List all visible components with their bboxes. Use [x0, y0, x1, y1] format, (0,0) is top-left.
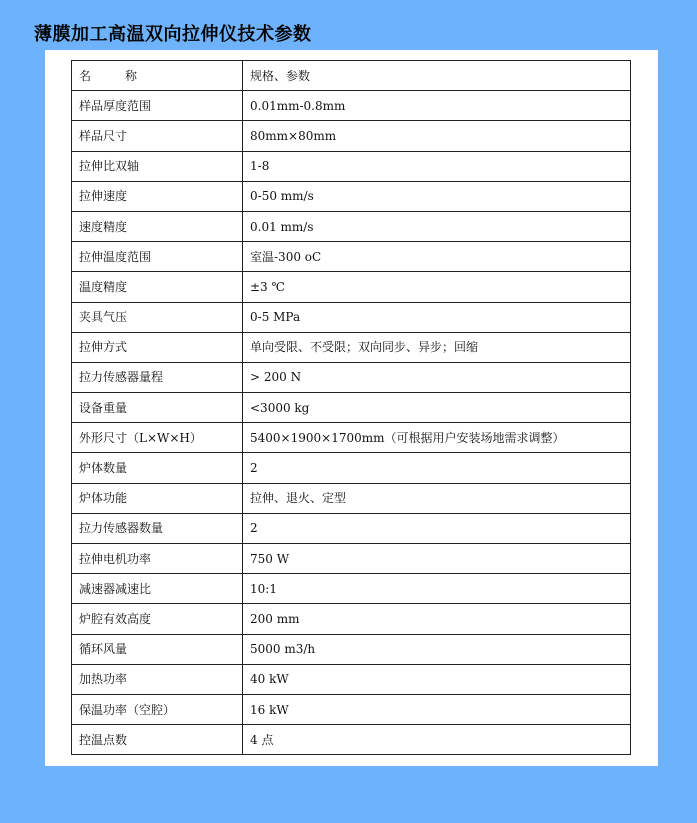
table-row	[72, 544, 631, 574]
param-name-cell: 炉体数量	[72, 453, 243, 483]
page-title: 薄膜加工高温双向拉伸仪技术参数	[34, 24, 312, 45]
table-row	[72, 272, 631, 302]
param-value-cell: > 200 N	[243, 362, 631, 392]
table-row	[72, 302, 631, 332]
param-name-cell: 速度精度	[72, 211, 243, 241]
param-name-cell: 拉伸温度范围	[72, 242, 243, 272]
param-value-cell: 0.01mm-0.8mm	[243, 91, 631, 121]
param-name-cell: 加热功率	[72, 664, 243, 694]
param-value-cell: 10:1	[243, 574, 631, 604]
header-name-cell	[72, 61, 243, 91]
header-name-char1: 名	[79, 68, 92, 83]
table-row	[72, 634, 631, 664]
param-name-cell: 样品厚度范围	[72, 91, 243, 121]
spec-table	[71, 60, 631, 755]
table-row	[72, 151, 631, 181]
param-name-cell: 拉力传感器数量	[72, 513, 243, 543]
table-row	[72, 453, 631, 483]
param-name-cell: 拉伸电机功率	[72, 544, 243, 574]
table-row	[72, 694, 631, 724]
spec-sheet	[45, 50, 658, 766]
param-name-cell: 减速器减速比	[72, 574, 243, 604]
table-row	[72, 211, 631, 241]
param-value-cell: 拉伸、退火、定型	[243, 483, 631, 513]
table-row	[72, 121, 631, 151]
param-value-cell: 200 mm	[243, 604, 631, 634]
param-value-cell: 室温-300 oC	[243, 242, 631, 272]
param-value-cell: 5000 m3/h	[243, 634, 631, 664]
param-name-cell: 拉力传感器量程	[72, 362, 243, 392]
param-name-cell: 样品尺寸	[72, 121, 243, 151]
table-row	[72, 664, 631, 694]
param-value-cell: 4 点	[243, 725, 631, 755]
param-name-cell: 设备重量	[72, 393, 243, 423]
param-name-cell: 外形尺寸（L×W×H）	[72, 423, 243, 453]
param-name-cell: 炉腔有效高度	[72, 604, 243, 634]
param-value-cell: <3000 kg	[243, 393, 631, 423]
param-name-cell: 拉伸方式	[72, 332, 243, 362]
param-name-cell: 拉伸比双轴	[72, 151, 243, 181]
spec-table-body	[72, 61, 631, 755]
param-name-cell: 拉伸速度	[72, 181, 243, 211]
table-row	[72, 725, 631, 755]
param-value-cell: 单向受限、不受限；双向同步、异步；回缩	[243, 332, 631, 362]
param-value-cell: 2	[243, 513, 631, 543]
table-row	[72, 574, 631, 604]
param-name-cell: 循环风量	[72, 634, 243, 664]
param-name-cell: 控温点数	[72, 725, 243, 755]
param-value-cell: 2	[243, 453, 631, 483]
param-name-cell: 温度精度	[72, 272, 243, 302]
table-row	[72, 604, 631, 634]
table-row	[72, 181, 631, 211]
param-value-cell: 0-5 MPa	[243, 302, 631, 332]
table-row	[72, 242, 631, 272]
param-value-cell: 0.01 mm/s	[243, 211, 631, 241]
table-header-row	[72, 61, 631, 91]
table-row	[72, 393, 631, 423]
param-name-cell: 夹具气压	[72, 302, 243, 332]
param-value-cell: 1-8	[243, 151, 631, 181]
param-value-cell: 40 kW	[243, 664, 631, 694]
table-row	[72, 423, 631, 453]
header-name-char2: 称	[125, 68, 138, 83]
param-value-cell: ±3 ℃	[243, 272, 631, 302]
param-name-cell: 炉体功能	[72, 483, 243, 513]
table-row	[72, 483, 631, 513]
table-row	[72, 513, 631, 543]
param-value-cell: 5400×1900×1700mm（可根据用户安装场地需求调整）	[243, 423, 631, 453]
param-value-cell: 80mm×80mm	[243, 121, 631, 151]
param-value-cell: 750 W	[243, 544, 631, 574]
table-row	[72, 91, 631, 121]
param-value-cell: 16 kW	[243, 694, 631, 724]
table-row	[72, 332, 631, 362]
param-value-cell: 0-50 mm/s	[243, 181, 631, 211]
param-name-cell: 保温功率（空腔）	[72, 694, 243, 724]
header-spec-cell: 规格、参数	[243, 61, 631, 91]
table-row	[72, 362, 631, 392]
